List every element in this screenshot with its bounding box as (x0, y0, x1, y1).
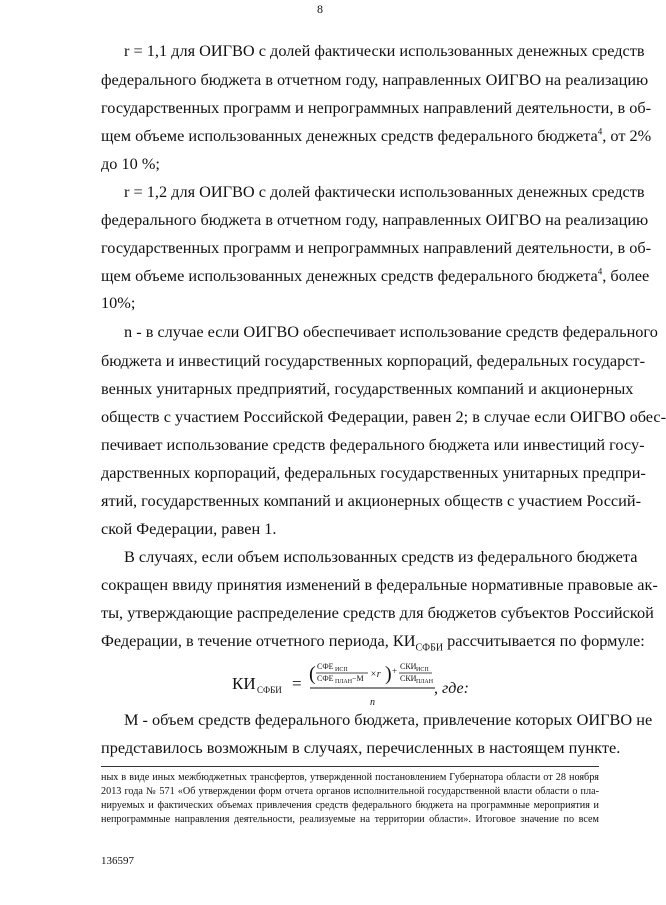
p3-line-2: бюджета и инвестиций государственных корпораций, федеральных государст- (101, 351, 646, 370)
formula-den2: СКИ (400, 674, 417, 683)
p2-line-3: государственных программ и непрограммных направлений деятельности, в об- (101, 238, 652, 257)
footnote-line-1: ных в виде иных межбюджетных трансфертов, утвержденной постановлением Губернатора области от 28 ноября (101, 772, 599, 783)
formula-den1-minus: −М (352, 674, 364, 683)
formula-num2-sub: ИСП (416, 667, 429, 673)
page-number: 8 (317, 2, 323, 16)
p4-subscript: СФБИ (415, 642, 444, 654)
footnote-ref: 4 (597, 126, 603, 137)
footnote-ref: 4 (597, 266, 603, 277)
p4-line-1: В случаях, если объем использованных средств из федерального бюджета (124, 547, 638, 566)
p1-line-3: государственных программ и непрограммных направлений деятельности, в об- (101, 98, 652, 117)
p5-line-1: М - объем средств федерального бюджета, привлечение которых ОИГВО не (124, 710, 653, 729)
p4-line-4-text: Федерации, в течение отчетного периода, КИ (101, 631, 416, 650)
p1-line-4 (101, 126, 652, 145)
formula-times-r: ×r (370, 669, 381, 680)
formula-den1: СФЕ (317, 674, 334, 683)
formula-plus: + (392, 666, 398, 676)
formula-n: n (370, 697, 375, 708)
footnote-line-3: нируемых и фактических объемах привлечения средств федерального бюджета на программные мероприятия и (101, 800, 599, 811)
formula-equals: = (292, 674, 302, 693)
p2-line-4-text: щем объеме использованных денежных средств федерального бюджета (101, 266, 598, 285)
formula-den1-sub: ПЛАН (335, 679, 353, 685)
document-id: 136597 (101, 855, 134, 867)
p1-line-1: r = 1,1 для ОИГВО с долей фактически использованных денежных средств (124, 41, 645, 60)
p4-line-4-tail: рассчитывается по формуле: (443, 631, 645, 650)
p3-line-6: дарственных корпораций, федеральных государственных унитарных предпри- (101, 463, 646, 482)
p3-line-3: венных унитарных предприятий, государственных компаний и акционерных (101, 379, 634, 398)
p3-line-4: обществ с участием Российской Федерации, равен 2; в случае если ОИГВО обес- (101, 407, 666, 426)
p2-line-2: федерального бюджета в отчетном году, направленных ОИГВО на реализацию (101, 210, 649, 229)
footnote-separator (101, 766, 599, 767)
p4-line-4 (101, 631, 645, 657)
formula-paren-open: ( (309, 663, 316, 685)
p4-line-2: сокращен ввиду принятия изменений в федеральные нормативные правовые ак- (101, 575, 658, 594)
footnote-line-4: непрограммные направления деятельности, реализуемые на территории области». Итоговое значение по всем (101, 814, 599, 825)
formula-num2: СКИ (400, 662, 417, 671)
formula-num1: СФЕ (317, 662, 334, 671)
p2-line-4-tail: , более (602, 266, 650, 285)
p1-line-2: федерального бюджета в отчетном году, направленных ОИГВО на реализацию (101, 70, 649, 89)
p1-line-4-tail: , от 2% (602, 126, 652, 145)
p3-line-8: ской Федерации, равен 1. (101, 519, 277, 538)
p2-line-1: r = 1,2 для ОИГВО с долей фактически использованных денежных средств (124, 182, 645, 201)
p3-line-7: ятий, государственных компаний и акционерных обществ с участием Россий- (101, 491, 641, 510)
p2-line-5: 10%; (101, 293, 136, 312)
p1-line-4-text: щем объеме использованных денежных средств федерального бюджета (101, 126, 598, 145)
p4-line-3: ты, утверждающие распределение средств для бюджетов субъектов Российской (101, 603, 654, 622)
p2-line-4 (101, 266, 650, 285)
p3-line-5: печивает использование средств федерального бюджета или инвестиций госу- (101, 435, 645, 454)
formula (232, 660, 492, 710)
formula-lhs: КИ (232, 674, 256, 693)
p1-line-5: до 10 %; (101, 154, 160, 173)
formula-paren-close: ) (385, 663, 392, 685)
formula-den2-sub: ПЛАН (416, 679, 434, 685)
formula-suffix: , где: (434, 680, 469, 697)
p5-line-2: представилось возможным в случаях, перечисленных в настоящем пункте. (101, 738, 621, 757)
footnote-line-2: 2013 года № 571 «Об утверждении форм отчета органов исполнительной государственной власти области о пла- (101, 786, 599, 797)
p3-line-1: n - в случае если ОИГВО обеспечивает использование средств федерального (124, 322, 658, 341)
formula-num1-sub: ИСП (335, 667, 348, 673)
formula-lhs-sub: СФБИ (257, 685, 282, 695)
